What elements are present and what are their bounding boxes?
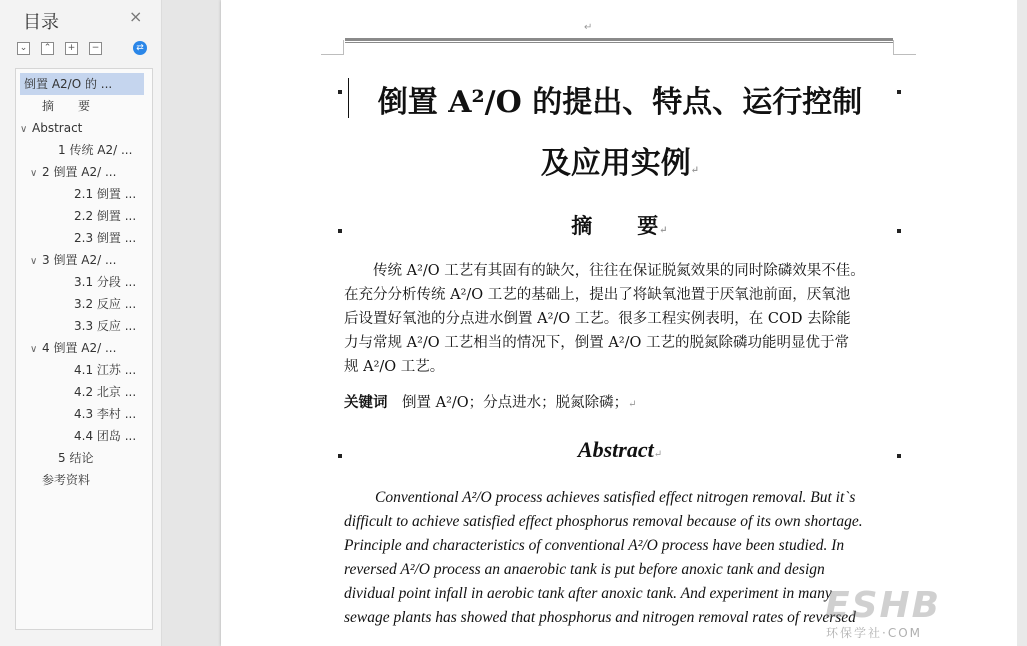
toc-item-label: 参考资料 — [42, 473, 91, 487]
vertical-scrollbar[interactable] — [1017, 0, 1027, 646]
toc-item[interactable] — [20, 249, 144, 271]
bullet-marker — [338, 229, 342, 233]
toc-item-label: 4.2 北京 ... — [74, 385, 137, 399]
toc-item[interactable] — [20, 95, 144, 117]
bullet-marker — [897, 229, 901, 233]
toc-item[interactable] — [20, 315, 144, 337]
keywords-line: 关键词 倒置 A²/O；分点进水；脱氮除磷；↵ — [344, 394, 637, 411]
toc-item-label: 4 倒置 A2/ ... — [42, 341, 117, 355]
close-icon[interactable]: × — [129, 7, 143, 26]
toc-item-label: 4.1 江苏 ... — [74, 363, 137, 377]
keywords-label: 关键词 — [344, 394, 388, 411]
abstract-en-line: sewage plants has showed that phosphorus and nitrogen removal rates of reversed — [344, 609, 856, 626]
header-paragraph-mark: ↵ — [584, 22, 593, 33]
expand-caret-icon[interactable]: ∨ — [30, 256, 38, 267]
toc-item[interactable] — [20, 271, 144, 293]
watermark-logo: ESHB — [825, 585, 942, 626]
toc-item-label: 摘 要 — [42, 99, 91, 113]
header-rule-thin — [345, 42, 893, 43]
margin-corner-right — [893, 40, 916, 55]
toc-item-label: 倒置 A2/O 的 ... — [24, 77, 113, 91]
collapse-up-icon[interactable]: ⌃ — [41, 42, 54, 55]
abstract-heading-en: Abstract↵ — [577, 437, 663, 462]
abstract-cn-line: 规 A²/O 工艺。 — [344, 359, 445, 375]
toc-item[interactable] — [20, 425, 144, 447]
remove-heading-icon[interactable]: − — [89, 42, 102, 55]
toc-item-label: 4.4 团岛 ... — [74, 429, 137, 443]
toc-item-label: 3.3 反应 ... — [74, 319, 137, 333]
toc-list — [15, 68, 153, 630]
expand-down-icon[interactable]: ⌄ — [17, 42, 30, 55]
abstract-en-line: reversed A²/O process an anaerobic tank is put before anoxic tank and design — [344, 561, 825, 578]
bullet-marker — [338, 90, 342, 94]
toc-item-label: 2.1 倒置 ... — [74, 187, 137, 201]
toc-item[interactable] — [20, 117, 144, 139]
toc-item-label: 3 倒置 A2/ ... — [42, 253, 117, 267]
toc-item[interactable] — [20, 381, 144, 403]
toc-item[interactable] — [20, 139, 144, 161]
keywords-text: 倒置 A²/O；分点进水；脱氮除磷； — [387, 395, 629, 411]
add-heading-icon[interactable]: + — [65, 42, 78, 55]
toc-item[interactable] — [20, 469, 144, 491]
abstract-en-line: difficult to achieve satisfied effect phosphorus removal because of its own shortage. — [344, 513, 863, 530]
abstract-en-line: Conventional A²/O process achieves satisfied effect nitrogen removal. But it`s — [344, 489, 856, 506]
navigation-pane — [0, 0, 162, 646]
toc-item[interactable] — [20, 359, 144, 381]
toc-item[interactable] — [20, 337, 144, 359]
toc-item[interactable] — [20, 205, 144, 227]
abstract-cn-line: 在充分分析传统 A²/O 工艺的基础上，提出了将缺氧池置于厌氧池前面，厌氧池 — [344, 287, 851, 303]
toc-item[interactable] — [20, 227, 144, 249]
bullet-marker — [338, 454, 342, 458]
abstract-en-line: Principle and characteristics of conventional A²/O process have been studied. In — [344, 537, 845, 554]
expand-caret-icon[interactable]: ∨ — [30, 344, 38, 355]
sync-icon[interactable]: ⇄ — [133, 41, 147, 55]
toc-item-label: 2.3 倒置 ... — [74, 231, 137, 245]
expand-caret-icon[interactable]: ∨ — [30, 168, 38, 179]
abstract-heading-cn: 摘 要↵ — [571, 213, 669, 238]
toc-item-label: 2.2 倒置 ... — [74, 209, 137, 223]
toc-item[interactable] — [20, 293, 144, 315]
bullet-marker — [897, 90, 901, 94]
expand-caret-icon[interactable]: ∨ — [20, 124, 28, 135]
toc-item[interactable] — [20, 183, 144, 205]
nav-title: 目录 — [23, 12, 59, 33]
toc-item-label: 5 结论 — [58, 451, 94, 465]
toc-item-label: 4.3 李村 ... — [74, 407, 137, 421]
toc-item[interactable] — [20, 403, 144, 425]
toc-item-label: Abstract — [32, 121, 83, 135]
bullet-marker — [897, 454, 901, 458]
abstract-cn-line: 传统 A²/O 工艺有其固有的缺欠，往往在保证脱氮效果的同时除磷效果不佳。 — [344, 263, 865, 279]
watermark-subtext: 环保学社·COM — [826, 626, 922, 640]
document-title-line2: 及应用实例↵ — [540, 146, 700, 181]
margin-corner-left — [321, 40, 344, 55]
toc-item[interactable] — [20, 447, 144, 469]
abstract-cn-line: 后设置好氧池的分点进水倒置 A²/O 工艺。很多工程实例表明，在 COD 去除能 — [344, 311, 851, 327]
header-rule-thick — [345, 38, 893, 41]
document-title-line1: 倒置 A²/O 的提出、特点、运行控制 — [377, 85, 863, 120]
page-gutter — [162, 0, 221, 646]
toc-item[interactable] — [20, 161, 144, 183]
toc-item-label: 2 倒置 A2/ ... — [42, 165, 117, 179]
toc-item-label: 1 传统 A2/ ... — [58, 143, 133, 157]
abstract-cn-line: 力与常规 A²/O 工艺相当的情况下，倒置 A²/O 工艺的脱氮除磷功能明显优于常 — [344, 335, 850, 351]
toc-item[interactable] — [20, 73, 144, 95]
toc-item-label: 3.1 分段 ... — [74, 275, 137, 289]
toc-item-label: 3.2 反应 ... — [74, 297, 137, 311]
abstract-en-line: dividual point infall in aerobic tank after anoxic tank. And experiment in many — [344, 585, 832, 602]
document-page[interactable] — [221, 0, 1017, 646]
